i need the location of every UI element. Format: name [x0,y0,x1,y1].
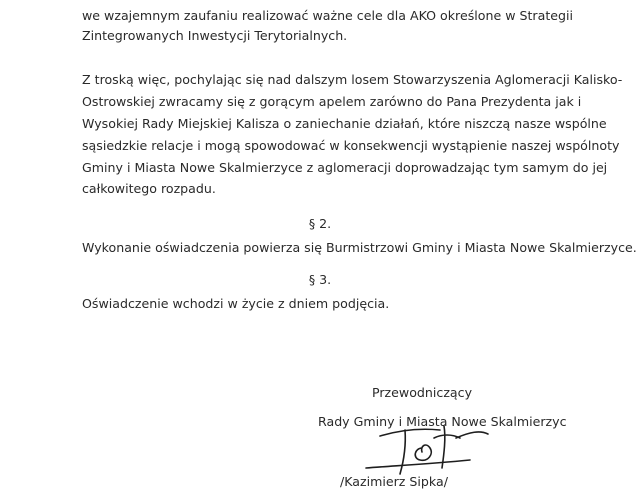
section-2-heading: § 2. [308,216,332,231]
section-3-heading: § 3. [308,272,332,287]
signature-title: Przewodniczący [372,385,473,400]
paragraph2-line-2: Ostrowskiej zwracamy się z gorącym apelem zarówno do Pana Prezydenta jak i [82,94,582,109]
paragraph2-line-6: całkowitego rozpadu. [82,181,216,196]
paragraph1-line-2: Zintegrowanych Inwestycji Terytorialnych. [82,28,348,43]
paragraph2-line-4: sąsiedzkie relacje i mogą spowodować w konsekwencji wystąpienie naszej wspólnoty [82,138,620,153]
paragraph2-line-1: Z troską więc, pochylając się nad dalszym losem Stowarzyszenia Aglomeracji Kalisko- [82,72,623,87]
paragraph2-line-3: Wysokiej Rady Miejskiej Kalisza o zaniechanie działań, które niszczą nasze wspólne [82,116,607,131]
signature-name: /Kazimierz Sipka/ [340,474,448,489]
section-2-text: Wykonanie oświadczenia powierza się Burmistrzowi Gminy i Miasta Nowe Skalmierzyce. [82,240,637,255]
signature-body: Rady Gminy i Miasta Nowe Skalmierzyc [318,414,567,429]
paragraph2-line-5: Gminy i Miasta Nowe Skalmierzyce z aglomeracji doprowadzając tym samym do jej [82,160,608,175]
section-3-text: Oświadczenie wchodzi w życie z dniem podjęcia. [82,296,390,311]
paragraph1-line-1: we wzajemnym zaufaniu realizować ważne cele dla AKO określone w Strategii [82,8,574,23]
